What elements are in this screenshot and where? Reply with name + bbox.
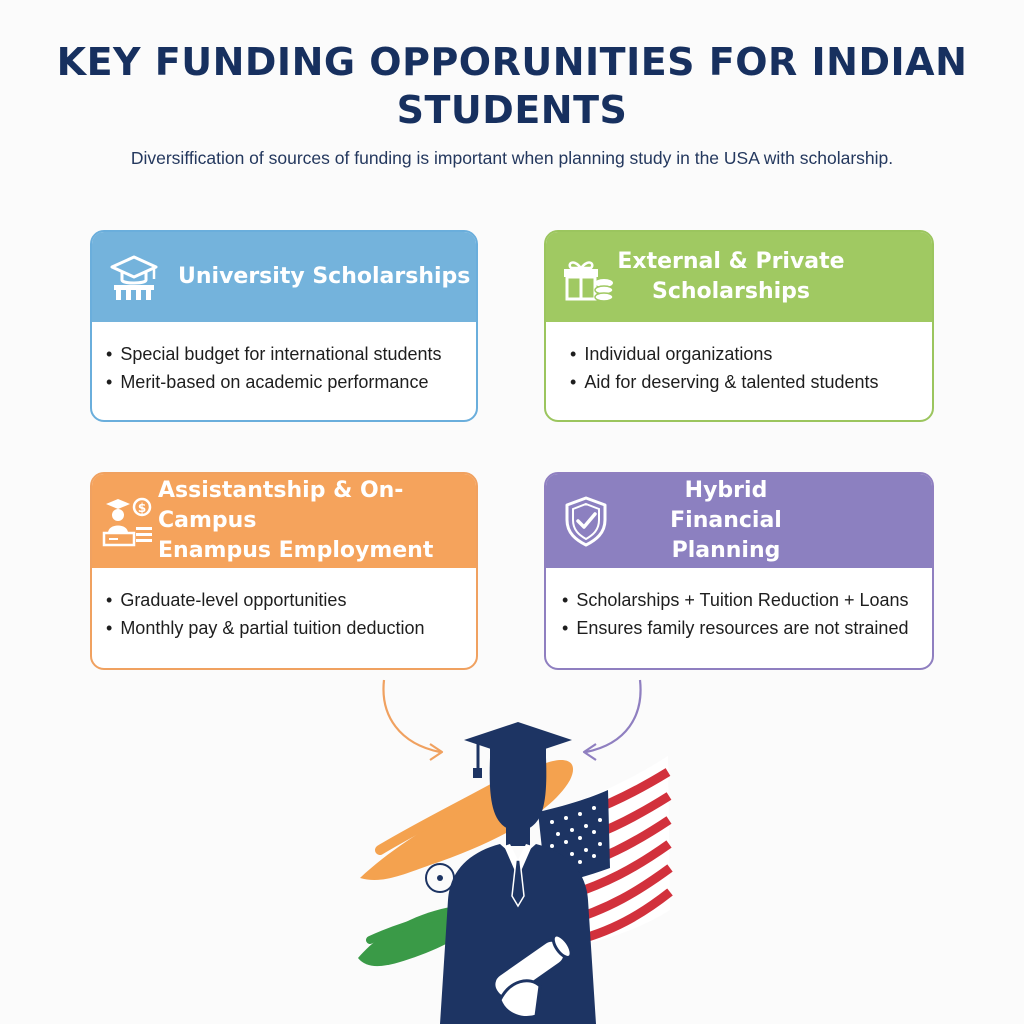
card-body — [546, 322, 932, 396]
card-header — [92, 474, 476, 568]
card-hybrid-financial-planning — [544, 472, 934, 670]
student-desk-dollar-icon — [100, 493, 156, 549]
list-item: • Special budget for international students — [106, 340, 476, 368]
card-university-scholarships — [90, 230, 478, 422]
card-title: External & Private Scholarships — [617, 249, 845, 304]
card-body — [92, 322, 476, 396]
list-item: • Scholarships + Tuition Reduction + Loans — [562, 586, 932, 614]
svg-text:$: $ — [137, 501, 147, 515]
gift-coins-icon — [560, 249, 616, 305]
shield-check-icon — [558, 493, 614, 549]
graduation-cap-building-icon — [106, 249, 162, 305]
page-title: KEY FUNDING OPPORUNITIES FOR INDIAN STUDENTS — [56, 40, 968, 132]
card-header — [546, 232, 932, 322]
card-title-line: Assistantship & On-Campus — [158, 478, 404, 533]
card-external-private-scholarships — [544, 230, 934, 422]
list-item: • Monthly pay & partial tuition deduction — [106, 614, 476, 642]
card-title — [158, 476, 476, 566]
graduate-with-india-usa-flags-icon — [340, 700, 680, 1024]
card-title: University Scholarships — [178, 264, 471, 289]
card-assistantship-employment — [90, 472, 478, 670]
card-title: Hybrid Financial Planning — [670, 478, 782, 563]
list-item: • Aid for deserving & talented students — [570, 368, 932, 396]
list-item: • Ensures family resources are not strained — [562, 614, 932, 642]
card-header — [92, 232, 476, 322]
list-item: • Individual organizations — [570, 340, 932, 368]
list-item: • Merit-based on academic performance — [106, 368, 476, 396]
card-title-line: Enampus Employment — [158, 538, 434, 563]
page-subtitle: Diversiffication of sources of funding is important when planning study in the USA with scholarship. — [130, 148, 894, 168]
card-body — [546, 568, 932, 642]
card-header — [546, 474, 932, 568]
card-body — [92, 568, 476, 642]
list-item: • Graduate-level opportunities — [106, 586, 476, 614]
